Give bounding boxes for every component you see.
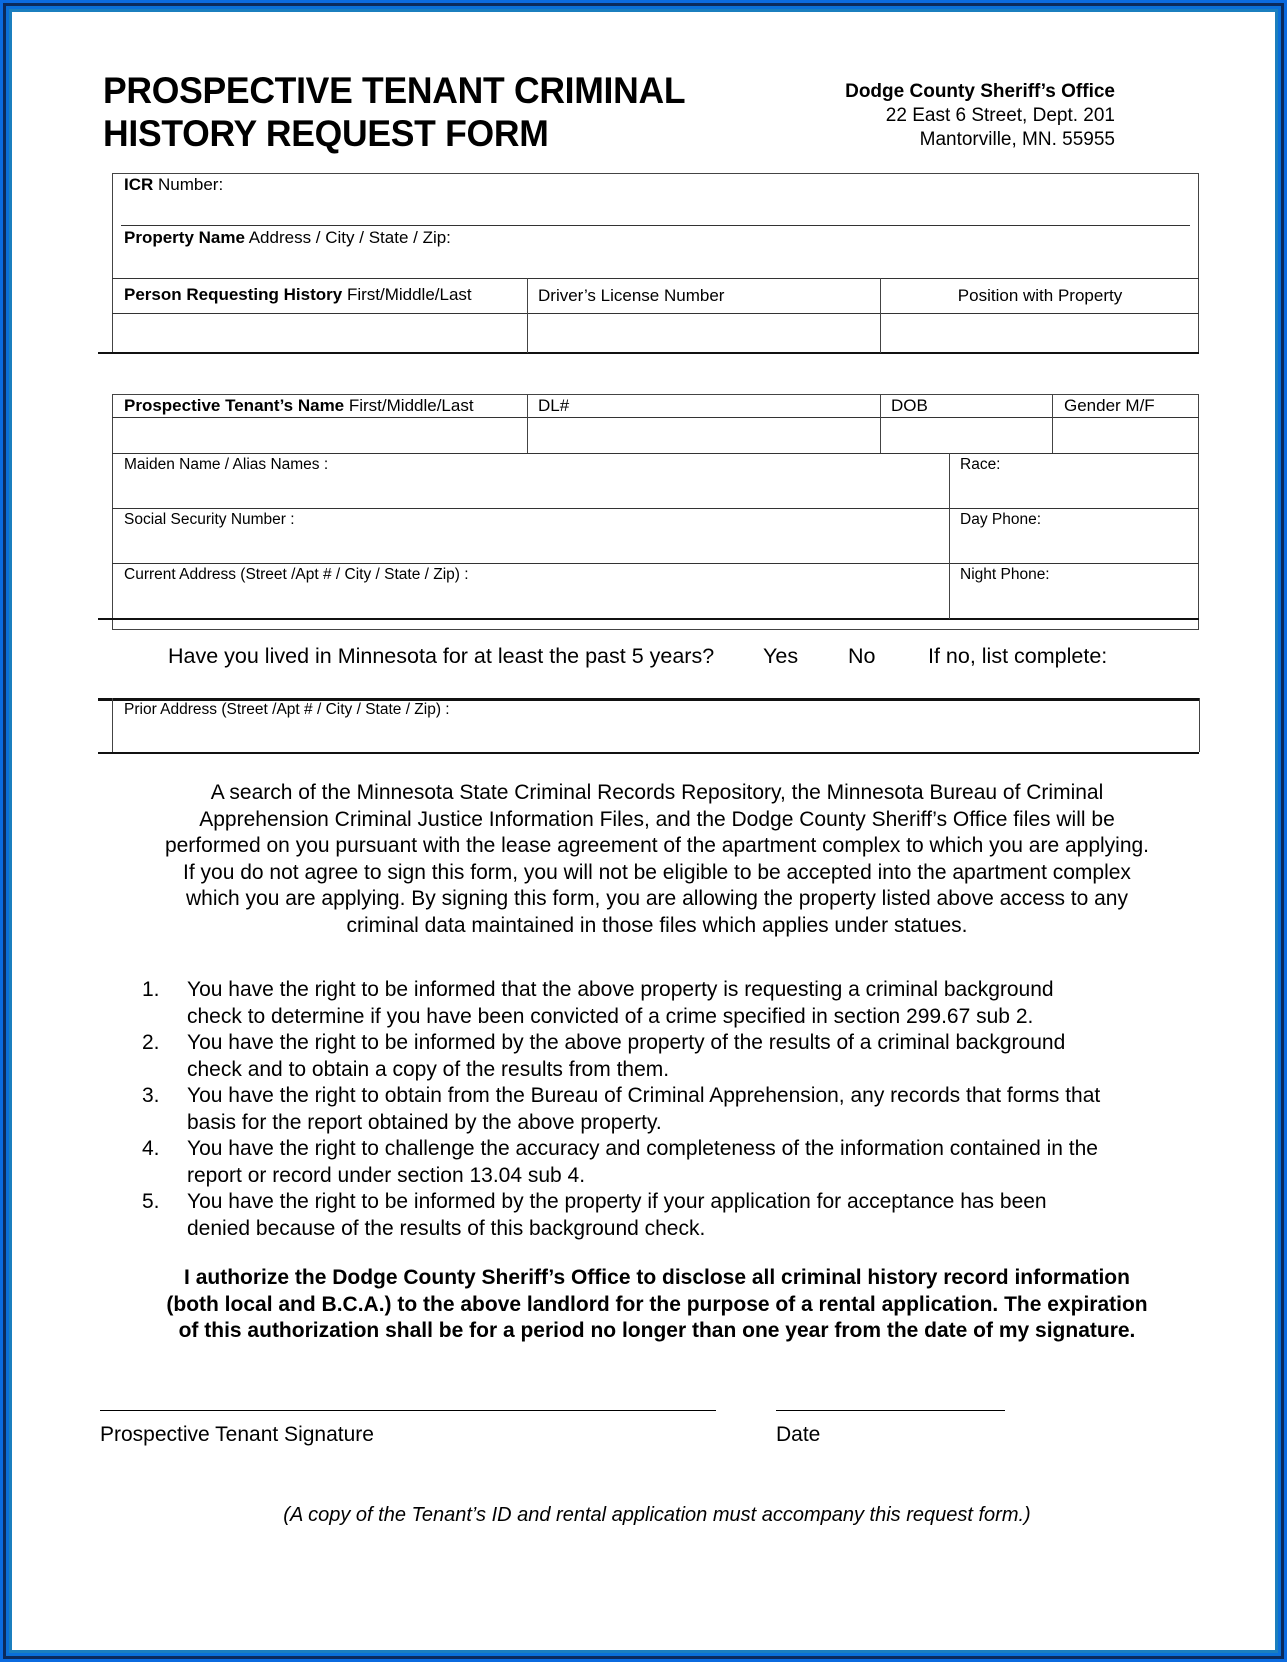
tenant-name-header: [124, 396, 474, 416]
item-number: 5.: [142, 1190, 160, 1213]
residency-yes-option[interactable]: Yes: [763, 644, 799, 668]
date-line[interactable]: [776, 1410, 1005, 1411]
rights-list-item: [142, 1189, 1202, 1242]
residency-question-text: Have you lived in Minnesota for at least the past 5 years?: [168, 644, 715, 668]
office-name: Dodge County Sheriff’s Office: [845, 81, 1115, 102]
property-label-bold: Property Name: [124, 228, 245, 247]
item-text: check to determine if you have been convicted of a crime specified in section 299.67 sub 2.: [187, 1004, 1034, 1028]
night-phone-field[interactable]: Night Phone:: [960, 566, 1050, 583]
divider: [112, 698, 113, 752]
race-field[interactable]: Race:: [960, 456, 1001, 473]
title-line-1: PROSPECTIVE TENANT CRIMINAL: [103, 70, 686, 111]
rights-list-item: [142, 1136, 1202, 1189]
item-text: You have the right to obtain from the Bureau of Criminal Apprehension, any records that forms that: [187, 1084, 1101, 1107]
position-with-property-input[interactable]: [881, 314, 1198, 351]
icr-label: Number:: [153, 175, 224, 194]
item-number: 4.: [142, 1137, 160, 1160]
divider: [98, 352, 1199, 354]
divider: [98, 752, 1199, 754]
current-address-field[interactable]: Current Address (Street /Apt # / City / State / Zip) :: [124, 566, 469, 583]
dob-header: DOB: [891, 396, 928, 415]
date-label: Date: [776, 1423, 821, 1446]
rights-list-item: [142, 977, 1202, 1030]
form-title: [103, 69, 685, 155]
item-number: 1.: [142, 978, 160, 1001]
person-requesting-header: [124, 285, 472, 305]
signature-line[interactable]: [100, 1410, 716, 1411]
person-label-bold: Person Requesting History: [124, 285, 343, 304]
item-text: report or record under section 13.04 sub 4.: [187, 1163, 586, 1187]
person-label: First/Middle/Last: [342, 285, 472, 304]
item-text: You have the right to be informed that the above property is requesting a criminal background: [187, 978, 1054, 1001]
tenant-dl-header: DL#: [538, 396, 570, 415]
disclosure-line: criminal data maintained in those files which applies under statues.: [346, 913, 968, 937]
property-label: Address / City / State / Zip:: [244, 228, 451, 247]
tenant-name-label: First/Middle/Last: [344, 396, 474, 415]
requester-drivers-license-input[interactable]: [528, 314, 879, 351]
if-no-instruction: If no, list complete:: [928, 644, 1108, 668]
rights-list-item: [142, 1030, 1202, 1083]
rights-list: [142, 977, 1202, 1242]
person-requesting-name-input[interactable]: [113, 314, 526, 351]
icr-label-bold: ICR: [124, 175, 154, 194]
tenant-dl-input[interactable]: [528, 418, 879, 452]
rights-list-item: [142, 1083, 1202, 1136]
disclosure-line: If you do not agree to sign this form, you will not be eligible to be accepted into the apartment complex: [183, 860, 1131, 884]
item-number: 2.: [142, 1031, 160, 1054]
authorization-line: of this authorization shall be for a period no longer than one year from the date of my signature.: [178, 1319, 1136, 1342]
dob-input[interactable]: [881, 418, 1051, 452]
signature-label: Prospective Tenant Signature: [100, 1423, 374, 1446]
disclosure-line: performed on you pursuant with the lease agreement of the apartment complex to which you are applying.: [164, 834, 1150, 857]
residency-question: [168, 644, 714, 669]
disclosure-line: Apprehension Criminal Justice Information Files, and the Dodge County Sheriff’s Office files will be: [199, 807, 1115, 831]
item-number: 3.: [142, 1084, 160, 1107]
gender-header: Gender M/F: [1064, 396, 1155, 415]
office-block: [845, 80, 1115, 152]
divider: [949, 453, 950, 619]
office-address-line-2: Mantorville, MN. 55955: [919, 129, 1115, 150]
document-page: [9, 9, 1278, 1653]
tenant-name-input[interactable]: [113, 418, 526, 452]
item-text: You have the right to be informed by the property if your application for acceptance has been: [187, 1190, 1047, 1213]
title-line-2: HISTORY REQUEST FORM: [103, 113, 549, 154]
prior-address-field[interactable]: Prior Address (Street /Apt # / City / State / Zip) :: [124, 701, 450, 718]
icr-number-field[interactable]: [124, 175, 223, 195]
item-text: You have the right to be informed by the above property of the results of a criminal background: [187, 1031, 1066, 1054]
property-name-address-field[interactable]: [124, 228, 1184, 276]
divider: [1199, 698, 1200, 752]
residency-no-option[interactable]: No: [848, 644, 876, 668]
gender-input[interactable]: [1053, 418, 1198, 452]
tenant-name-label-bold: Prospective Tenant’s Name: [124, 396, 345, 415]
item-text: check and to obtain a copy of the results from them.: [187, 1057, 670, 1081]
divider: [112, 278, 1199, 279]
authorization-line: I authorize the Dodge County Sheriff’s Office to disclose all criminal history record information: [184, 1266, 1130, 1289]
position-header: Position with Property: [957, 286, 1123, 305]
disclosure-paragraph: [112, 780, 1202, 939]
ssn-field[interactable]: Social Security Number :: [124, 511, 295, 528]
footer-note: (A copy of the Tenant’s ID and rental application must accompany this request form.): [283, 1504, 1031, 1526]
day-phone-field[interactable]: Day Phone:: [960, 511, 1041, 528]
drivers-license-header: Driver’s License Number: [538, 286, 725, 305]
disclosure-line: A search of the Minnesota State Criminal Records Repository, the Minnesota Bureau of Criminal: [210, 781, 1104, 804]
authorization-line: (both local and B.C.A.) to the above landlord for the purpose of a rental application. The expiration: [166, 1292, 1148, 1316]
item-text: You have the right to challenge the accuracy and completeness of the information contained in the: [187, 1137, 1098, 1160]
divider: [121, 225, 1190, 226]
divider: [112, 508, 1199, 509]
item-text: basis for the report obtained by the above property.: [187, 1110, 662, 1134]
maiden-alias-field[interactable]: Maiden Name / Alias Names :: [124, 456, 329, 473]
divider: [112, 563, 1199, 564]
authorization-statement: [107, 1265, 1207, 1345]
disclosure-line: which you are applying. By signing this form, you are allowing the property listed above access to any: [185, 887, 1128, 910]
office-address-line-1: 22 East 6 Street, Dept. 201: [885, 105, 1115, 126]
divider: [112, 453, 1199, 454]
item-text: denied because of the results of this background check.: [187, 1216, 706, 1240]
divider: [98, 618, 1199, 620]
